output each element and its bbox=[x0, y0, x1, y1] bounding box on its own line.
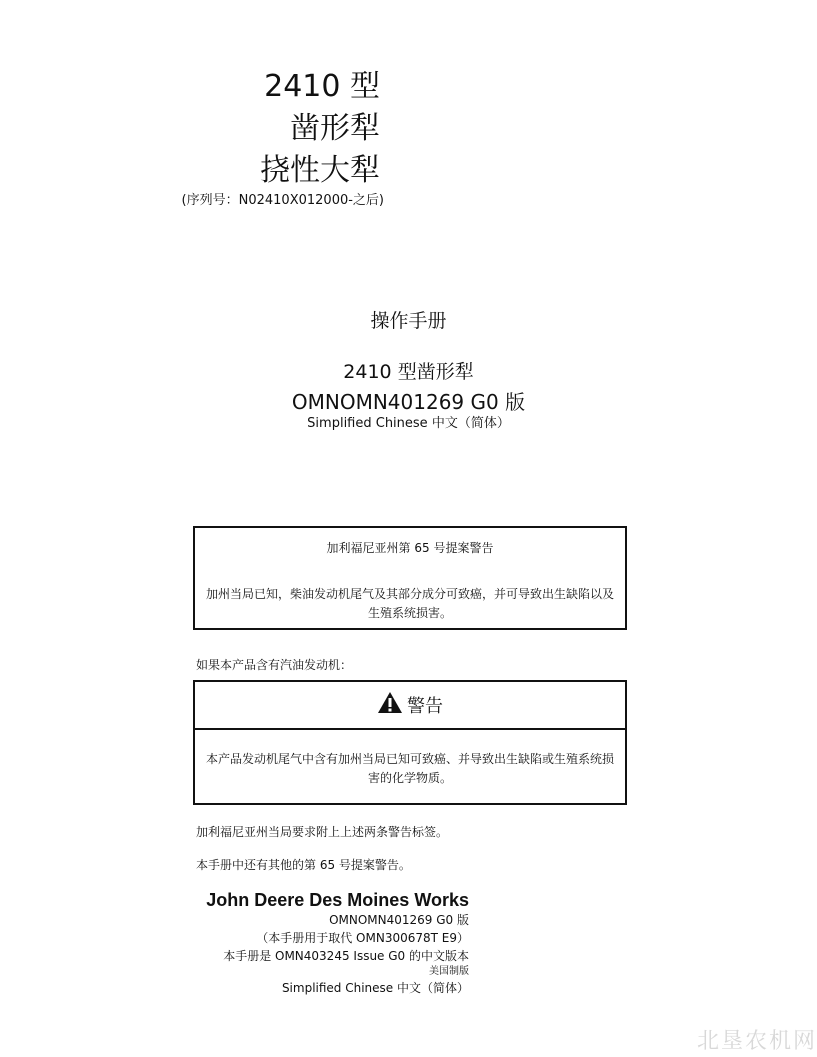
footer-printed: 美国制版 bbox=[429, 966, 469, 977]
watermark: 北垦农机网 bbox=[696, 1029, 817, 1054]
gasoline-intro: 如果本产品含有汽油发动机： bbox=[196, 658, 353, 672]
footer-translation: 本手册是 OMN403245 Issue G0 的中文版本 bbox=[223, 949, 469, 963]
warning-header bbox=[195, 682, 625, 730]
serial-range: (序列号：N02410X012000-之后) bbox=[181, 193, 384, 208]
manual-code: OMNOMN401269 G0 版 bbox=[291, 390, 526, 414]
warning-box bbox=[193, 680, 627, 805]
title-line-chisel-plow: 凿形犁 bbox=[290, 111, 380, 146]
prop65-box bbox=[193, 526, 627, 630]
language-label: Simplified Chinese 中文（简体） bbox=[307, 416, 510, 431]
title-line-model: 2410 型 bbox=[264, 69, 380, 104]
prop65-body: 加州当局已知，柴油发动机尾气及其部分成分可致癌，并可导致出生缺陷以及生殖系统损害。 bbox=[205, 587, 614, 620]
note-labels-required: 加利福尼亚州当局要求附上上述两条警告标签。 bbox=[196, 825, 449, 839]
title-line-flex-plow: 挠性大犁 bbox=[260, 153, 380, 188]
warning-body: 本产品发动机尾气中含有加州当局已知可致癌、并导致出生缺陷或生殖系统损害的化学物质。 bbox=[205, 752, 614, 785]
prop65-heading: 加利福尼亚州第 65 号提案警告 bbox=[326, 541, 494, 555]
footer-block bbox=[206, 889, 469, 997]
cover-title bbox=[260, 66, 380, 192]
footer-code: OMNOMN401269 G0 版 bbox=[329, 913, 469, 927]
manual-type: 操作手册 bbox=[370, 310, 447, 332]
warning-triangle-icon bbox=[377, 691, 403, 719]
footer-supersedes: （本手册用于取代 OMN300678T E9） bbox=[256, 931, 469, 945]
company-name: John Deere Des Moines Works bbox=[206, 890, 469, 910]
note-other-warnings: 本手册中还有其他的第 65 号提案警告。 bbox=[196, 858, 411, 872]
footer-language: Simplified Chinese 中文（简体） bbox=[281, 981, 469, 995]
model-line: 2410 型凿形犁 bbox=[343, 361, 474, 383]
warning-heading: 警告 bbox=[407, 696, 443, 717]
